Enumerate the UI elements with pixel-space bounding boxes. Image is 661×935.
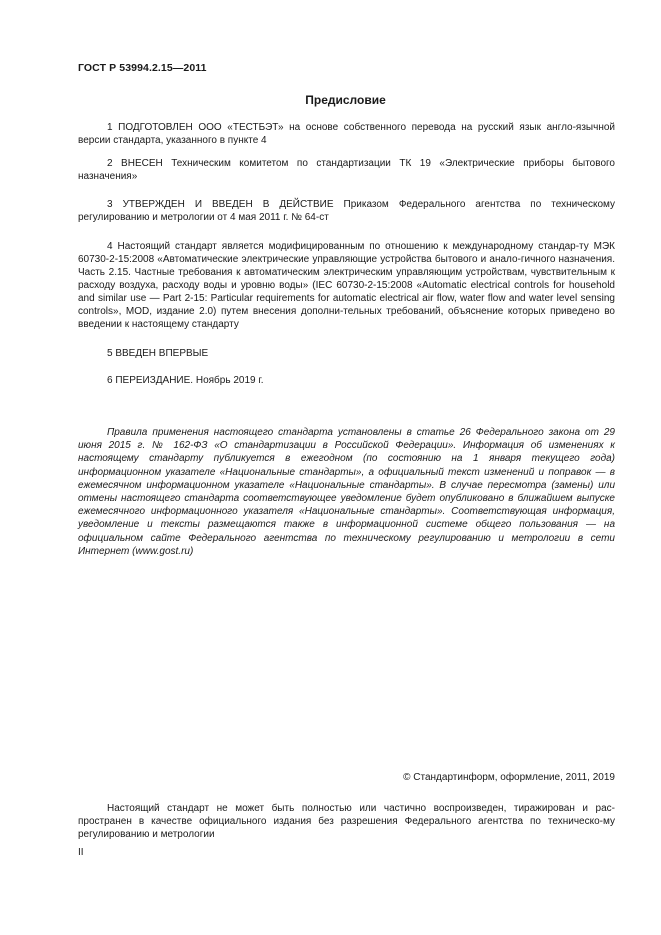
foreword-item-text: 3 УТВЕРЖДЕН И ВВЕДЕН В ДЕЙСТВИЕ Приказом Федерального агентства по техническому регулированию и метрологии от 4 мая 2011 г. № 64-ст: [78, 199, 615, 223]
foreword-item-5: [78, 347, 615, 360]
foreword-item-text: 2 ВНЕСЕН Техническим комитетом по стандартизации ТК 19 «Электрические приборы бытового назначения»: [78, 158, 615, 182]
page-number: II: [78, 847, 84, 858]
note-text: Правила применения настоящего стандарта установлены в статье 26 Федерального закона от 29 июня 2015 г. № 162-ФЗ «О стандартизации в Российской Федерации». Информация об изменениях к настоящему стандарту публикуется в ежегодном (по состоянию на 1 января текущего года) информационном указателе «Национальные стандарты», а официальный текст изменений и поправок — в ежемесячном информационном указателе «Национальные стандарты». В случае пересмотра (замены) или отмены настоящего стандарта соответствующее уведомление будет опубликовано в ближайшем выпуске ежемесячного информационного указателя «Национальные стандарты». Соответствующая информация, уведомление и тексты размещаются также в информационной системе общего пользования — на официальном сайте Федерального агентства по техническому регулированию и метрологии в сети Интернет (www.gost.ru): [78, 427, 615, 557]
document-code: ГОСТ Р 53994.2.15—2011: [78, 62, 207, 74]
copyright-line: © Стандартинформ, оформление, 2011, 2019: [403, 772, 615, 783]
reproduction-notice-text: Настоящий стандарт не может быть полностью или частично воспроизведен, тиражирован и рас-пространен в качестве официального издания без разрешения Федерального агентства по техническо-му регулированию и метрологии: [78, 803, 615, 840]
foreword-item-1: [78, 121, 615, 147]
foreword-item-text: 5 ВВЕДЕН ВПЕРВЫЕ: [107, 348, 209, 359]
standards-application-note: [78, 426, 615, 558]
foreword-item-2: [78, 157, 615, 183]
foreword-item-text: 1 ПОДГОТОВЛЕН ООО «ТЕСТБЭТ» на основе собственного перевода на русский язык англо-язычной версии стандарта, указанного в пункте 4: [78, 122, 615, 146]
reproduction-notice: [78, 802, 615, 841]
foreword-item-3: [78, 198, 615, 224]
foreword-item-4: [78, 240, 615, 331]
foreword-item-6: [78, 374, 615, 387]
page-title-text: Предисловие: [305, 93, 386, 107]
page-title: [0, 93, 661, 107]
foreword-item-text: 4 Настоящий стандарт является модифицированным по отношению к международному стандар-ту МЭК 60730-2-15:2008 «Автоматические электрические управляющие устройства бытового и анало-гичного назначения. Часть 2.15. Частные требования к автоматическим электрическим управляющим устройствам, чувствительным к расходу воздуха, расходу воды и уровню воды» (IEC 60730-2-15:2008 «Automatic electrical controls for household and similar use — Part 2-15: Particular requirements for automatic electrical air flow, water flow and water level sensing controls», MOD, издание 2.0) путем внесения дополни-тельных требований, объяснение которых приведено во введении к настоящему стандарту: [78, 241, 615, 330]
foreword-item-text: 6 ПЕРЕИЗДАНИЕ. Ноябрь 2019 г.: [107, 375, 264, 386]
